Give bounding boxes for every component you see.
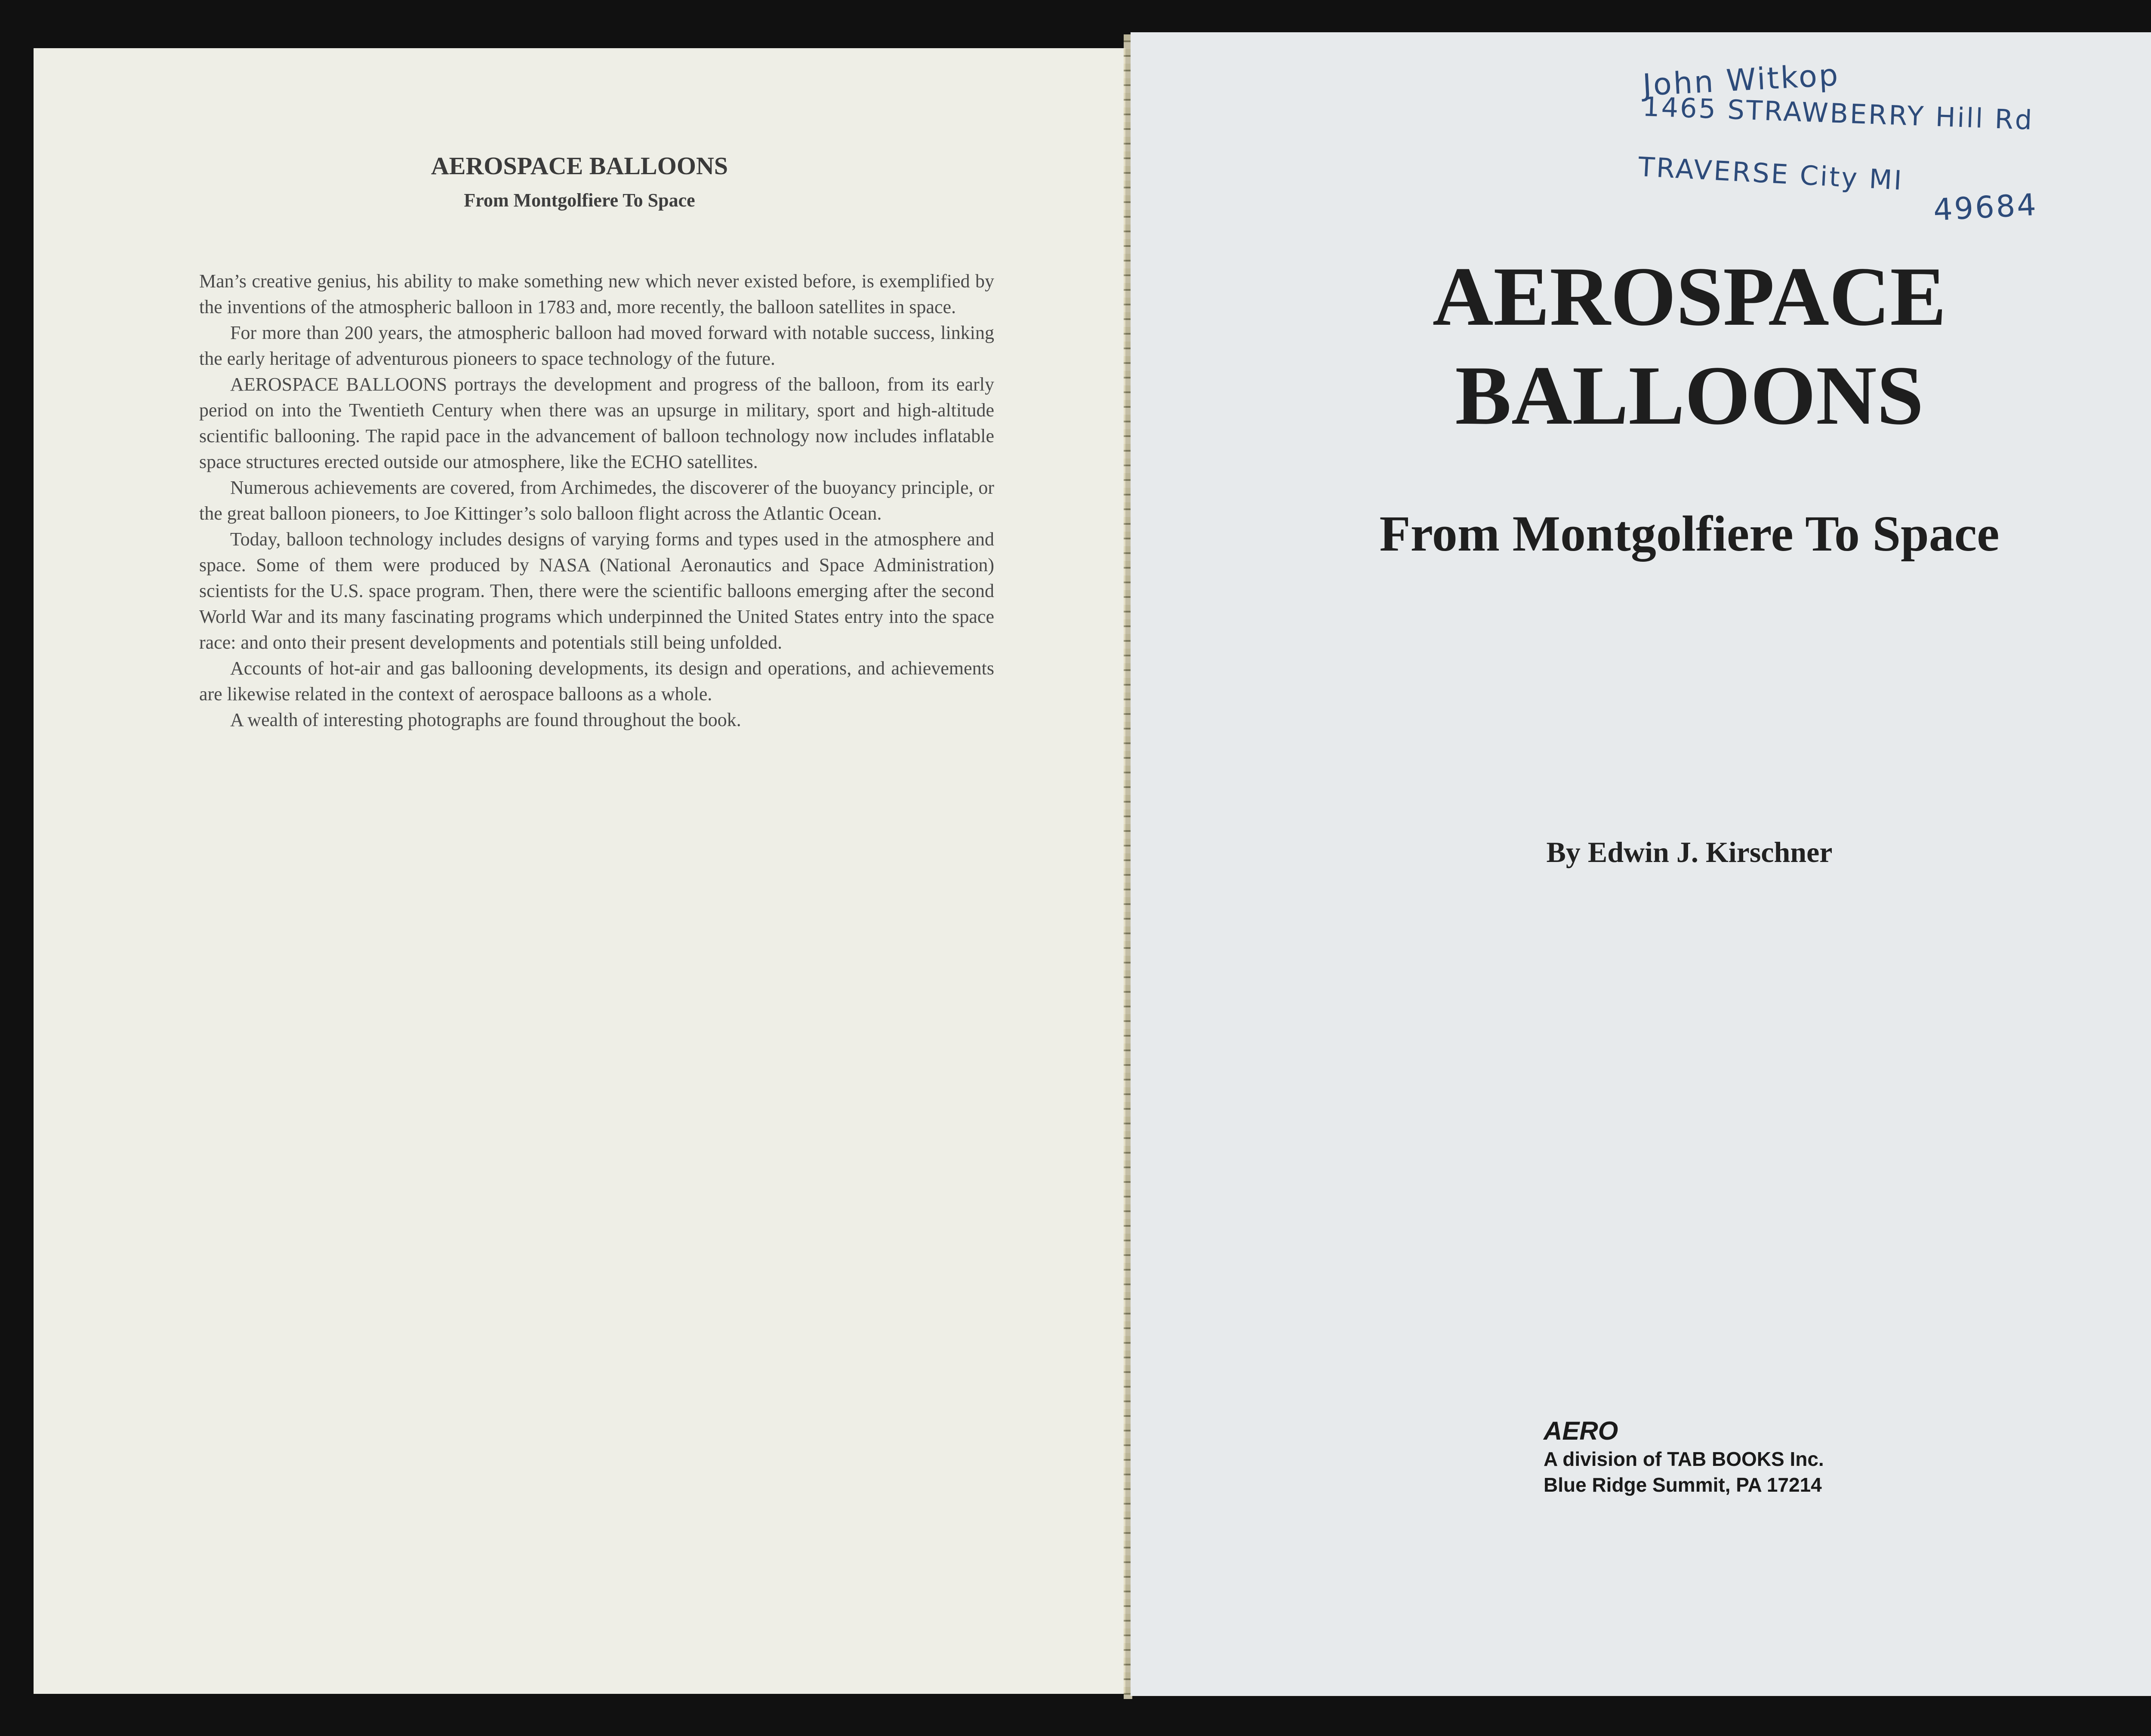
body-paragraph-6: Accounts of hot-air and gas ballooning developments, its design and operations, and achievements are likewise related in the context of aerospace balloons as a whole. (199, 658, 994, 705)
left-page-subtitle: From Montgolfiere To Space (464, 190, 695, 211)
book-author: By Edwin J. Kirschner (1546, 836, 1833, 868)
right-page (1131, 32, 2151, 1696)
body-paragraph-5: Today, balloon technology includes designs of varying forms and types used in the atmosphere and space. Some of them were produced by NASA (National Aeronautics and Space Administration) scientists for the U.S. space program. Then, there were the scientific balloons emerging after the second World War and its many fascinating programs which underpinned the United States entry into the space race: and onto their present developments and potentials still being unfolded. (199, 529, 994, 653)
body-paragraph-3: AEROSPACE BALLOONS portrays the development and progress of the balloon, from its early period on into the Twentieth Century when there was an upsurge in military, sport and high-altitude scientific ballooning. The rapid pace in the advancement of balloon technology now includes inflatable space structures erected outside our atmosphere, like the ECHO satellites. (199, 374, 994, 472)
left-page-title: AEROSPACE BALLOONS (431, 152, 728, 180)
body-paragraph-4: Numerous achievements are covered, from Archimedes, the discoverer of the buoyancy principle, or the great balloon pioneers, to Joe Kittinger’s solo balloon flight across the Atlantic Ocean. (199, 477, 994, 524)
body-paragraph-7: A wealth of interesting photographs are found throughout the book. (230, 709, 741, 730)
book-subtitle: From Montgolfiere To Space (1379, 505, 2000, 562)
publisher-division: A division of TAB BOOKS Inc. (1544, 1448, 1824, 1470)
book-title-line2: BALLOONS (1455, 349, 1924, 442)
body-paragraph-2: For more than 200 years, the atmospheric balloon had moved forward with notable success, linking the early heritage of adventurous pioneers to space technology of the future. (199, 322, 994, 369)
handwritten-street: 1465 STRAWBERRY Hill Rd (1642, 91, 2034, 136)
book-title-line1: AEROSPACE (1432, 250, 1947, 343)
publisher-address: Blue Ridge Summit, PA 17214 (1544, 1474, 1822, 1496)
body-paragraph-1: Man’s creative genius, his ability to make something new which never existed before, is exemplified by the inventions of the atmospheric balloon in 1783 and, more recently, the balloon satellites in space. (199, 271, 994, 317)
handwritten-zip: 49684 (1932, 187, 2039, 228)
handwritten-city: TRAVERSE City MI (1637, 151, 1904, 197)
publisher-name: AERO (1544, 1416, 1618, 1445)
left-page (34, 48, 1125, 1694)
handwritten-name: John Witkop (1642, 57, 1841, 103)
left-page-body (199, 268, 994, 733)
